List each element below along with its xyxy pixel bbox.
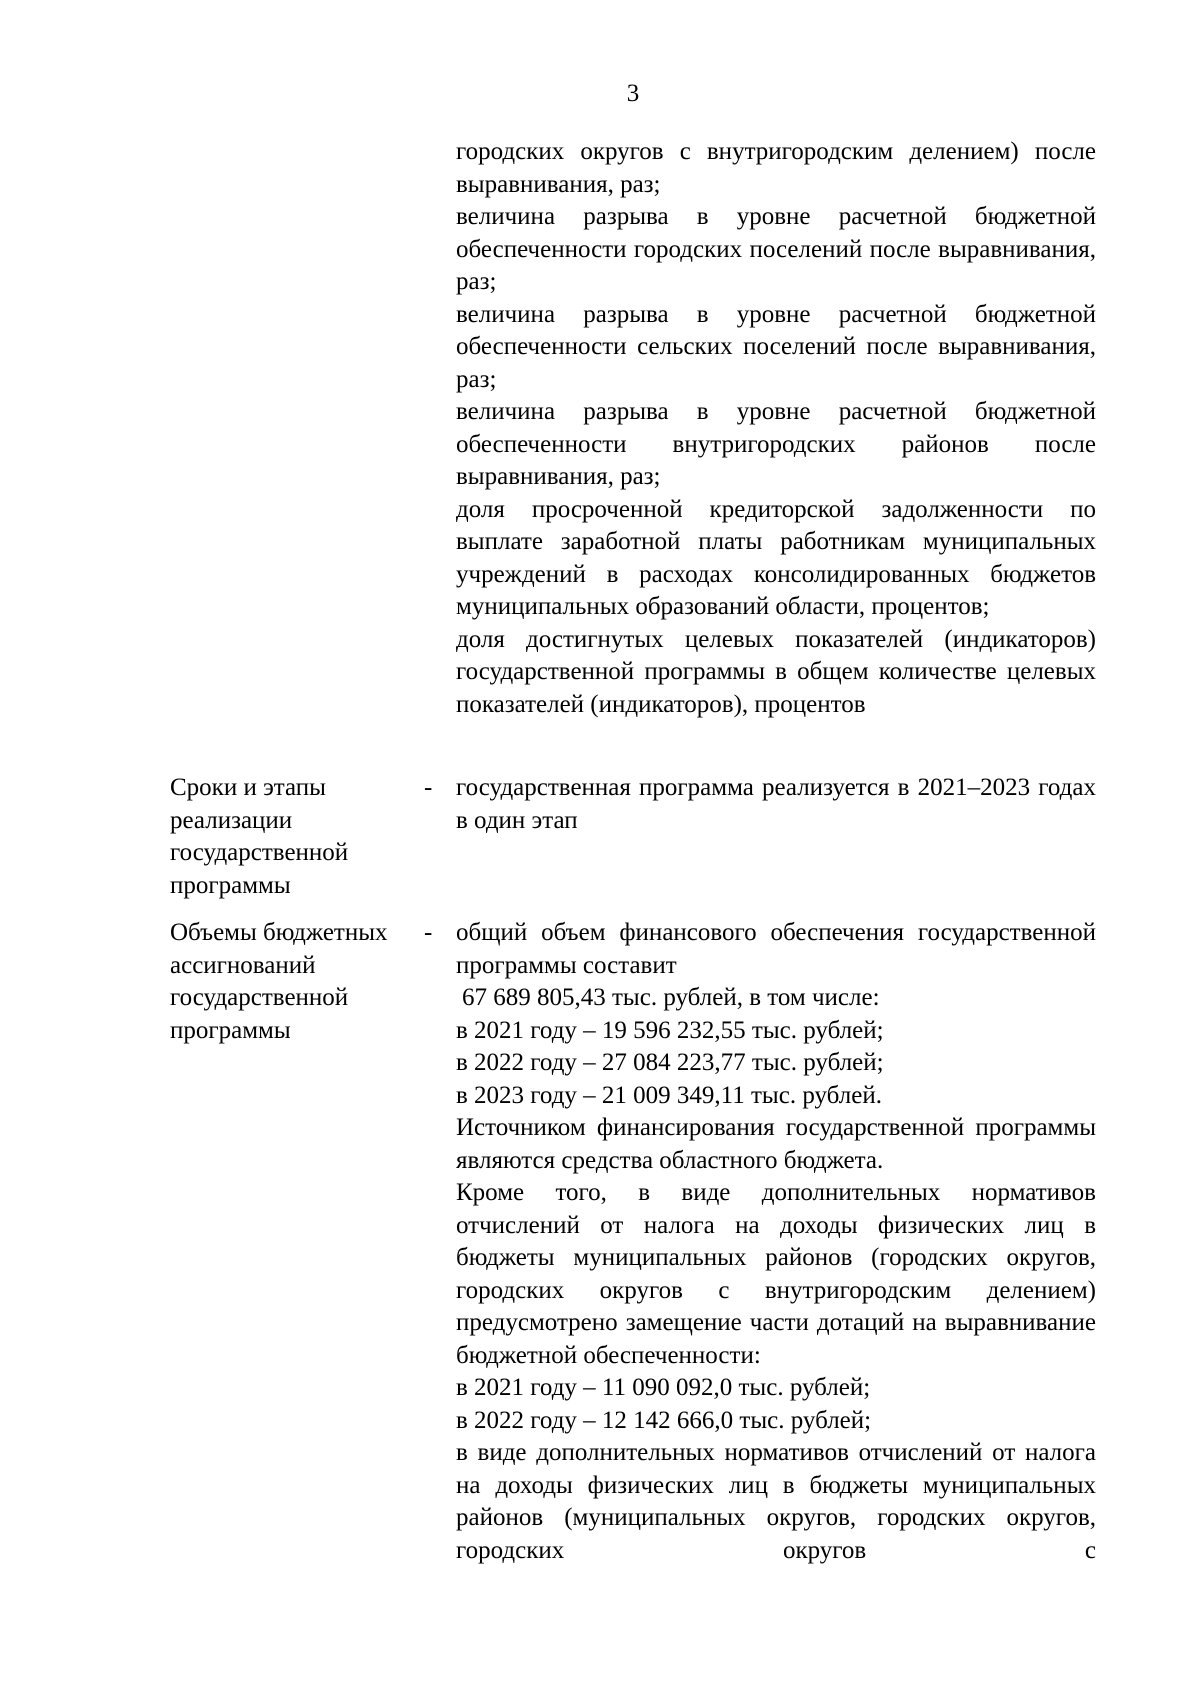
budget-paragraph: Кроме того, в виде дополнительных нормативов отчислений от налога на доходы физических лиц в бюджеты муниципальных районов (городских округов, городских округов с внутригородским делением) предусмотрено замещение части дотаций на выравнивание бюджетной обеспеченности: — [456, 1179, 1096, 1369]
indicator-paragraph: величина разрыва в уровне расчетной бюджетной обеспеченности внутригородских районов после выравнивания, раз; — [456, 398, 1096, 490]
indicator-paragraph: доля достигнутых целевых показателей (индикаторов) государственной программы в общем количестве целевых показателей (индикаторов), процентов — [456, 625, 1096, 718]
budget-year-line: в 2021 году – 19 596 232,55 тыс. рублей; — [456, 1016, 884, 1044]
terms-label — [170, 772, 400, 902]
budget-paragraph: общий объем финансового обеспечения государственной программы составит — [456, 919, 1096, 979]
indicator-paragraph: доля просроченной кредиторской задолженности по выплате заработной платы работникам муниципальных учреждений в расходах консолидированных бюджетов муниципальных образований области, процентов; — [456, 495, 1096, 620]
indicator-paragraph: величина разрыва в уровне расчетной бюджетной обеспеченности сельских поселений после выравнивания, раз; — [456, 300, 1096, 393]
budget-paragraph: Источником финансирования государственной программы являются средства областного бюджета. — [456, 1114, 1096, 1174]
budget-dash: - — [424, 919, 433, 946]
budget-year-line: в 2022 году – 27 084 223,77 тыс. рублей; — [456, 1049, 884, 1076]
budget-year-line: в 2022 году – 12 142 666,0 тыс. рублей; — [456, 1406, 872, 1434]
budget-year-line: в 2021 году – 11 090 092,0 тыс. рублей; — [456, 1374, 871, 1401]
terms-paragraph: государственная программа реализуется в 2021–2023 годах в один этап — [456, 774, 1096, 834]
indicator-paragraph: городских округов с внутригородским делением) после выравнивания, раз; — [456, 138, 1096, 198]
terms-content — [456, 772, 1096, 837]
terms-label-text: Сроки и этапы реализации государственной программы — [170, 774, 349, 899]
page-number: 3 — [626, 80, 640, 107]
budget-label-text: Объемы бюджетных ассигнований государственной программы — [170, 919, 388, 1044]
indicator-paragraph: величина разрыва в уровне расчетной бюджетной обеспеченности городских поселений после выравнивания, раз; — [456, 203, 1096, 295]
indicators-continuation — [456, 136, 1096, 721]
budget-content — [456, 917, 1096, 1567]
budget-total-text: 67 689 805,43 тыс. рублей, в том числе: — [462, 984, 880, 1011]
budget-paragraph: в виде дополнительных нормативов отчислений от налога на доходы физических лиц в бюджеты муниципальных районов (муниципальных округов, городских округов, городских округов с — [456, 1439, 1096, 1564]
terms-dash: - — [424, 774, 433, 801]
budget-year-line: в 2023 году – 21 009 349,11 тыс. рублей. — [456, 1081, 882, 1109]
budget-label — [170, 917, 400, 1047]
budget-total — [456, 982, 1096, 1015]
